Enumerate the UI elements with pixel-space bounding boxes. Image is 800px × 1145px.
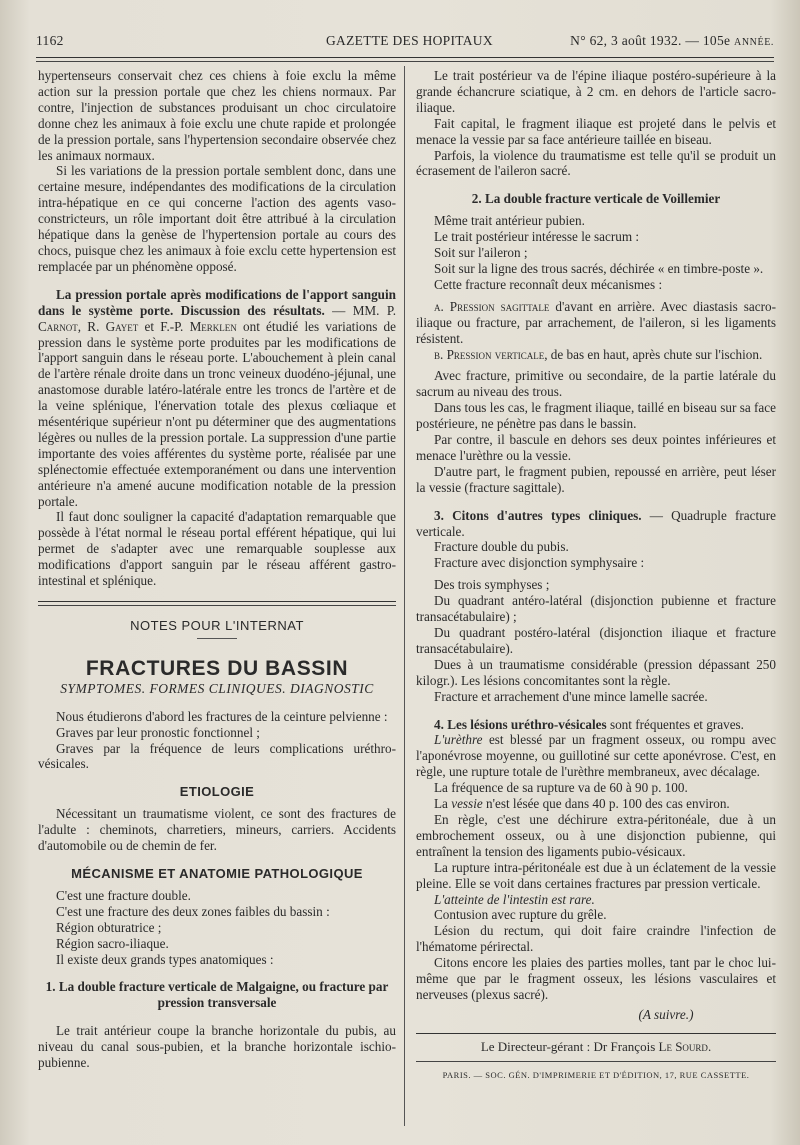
journal-title: GAZETTE DES HOPITAUX <box>326 33 493 48</box>
footer-rule-thin <box>416 1061 776 1062</box>
paragraph: Soit sur la ligne des trous sacrés, déchirée « en timbre-poste ». <box>434 260 764 276</box>
paragraph: Même trait antérieur pubien. <box>434 213 585 229</box>
paragraph: La vessie n'est lésée que dans 40 p. 100 des cas environ. <box>434 796 730 812</box>
paragraph: Cette fracture reconnaît deux mécanismes : <box>434 276 663 292</box>
heading-etiologie: ETIOLOGIE <box>179 784 255 800</box>
page-header <box>36 30 774 52</box>
author: Carnot <box>38 318 78 334</box>
paragraph: Du quadrant postéro-latéral (disjonction iliaque et fracture transacétabulaire). <box>416 625 776 656</box>
paragraph: La rupture intra-péritonéale est due à un éclatement de la vessie pleine. Elle se voit dans certaines fractures par pression verticale. <box>416 859 776 891</box>
issue-info: N° 62, 3 août 1932. — 105e ANNÉE. <box>570 33 774 48</box>
article-title: FRACTURES DU BASSIN <box>85 656 349 680</box>
header-rule-thin <box>36 61 774 62</box>
paragraph: a. Pression sagittale d'avant en arrière. Avec diastasis sacro-iliaque ou fracture, par arrachement, de l'aileron, si les ligaments résistent. <box>416 298 776 346</box>
paragraph: L'urèthre est blessé par un fragment osseux, ou rompu avec l'aponévrose moyenne, ou guillotiné sur cette aponévrose. C'est, en règle, une rupture totale de l'urèthre membraneux, avec décalage. <box>416 732 776 780</box>
paragraph: En règle, c'est une déchirure extra-péritonéale, due à un embrochement osseux, ou à une disjonction pubienne, qui entraînent la tension des ligaments pubio-vésicaux. <box>416 811 776 859</box>
paragraph: Fracture et arrachement d'une mince lamelle sacrée. <box>434 688 708 704</box>
paragraph: Fracture double du pubis. <box>434 539 569 555</box>
paragraph: Il faut donc souligner la capacité d'adaptation remarquable que possède à l'état normal le réseau portal efférent hépatique, qui lui permet de s'adapter avec une remarquable souplesse aux modifications d'apport sanguin par le réseau afférent gastro-intestinal et splénique. <box>38 509 396 589</box>
paragraph: Région obturatrice ; <box>56 919 162 935</box>
paragraph: Lésion du rectum, qui doit faire craindre l'infection de l'hématome périrectal. <box>416 923 776 955</box>
section-rule <box>38 601 396 606</box>
paragraph: Avec fracture, primitive ou secondaire, de la partie latérale du sacrum au niveau des trous. <box>416 368 776 400</box>
left-column <box>38 68 396 1071</box>
paragraph: Si les variations de la pression portale semblent donc, dans une certaine mesure, indépendantes des modifications de la circulation intra-hépatique en ce qui concerne l'action des agents vaso-constricteurs, un rôle important doit être attribué à la circulation hépatique dans la genèse de l'hypertension portale au cours des chocs, puisque chez les animaux à foie exclu cette hypertension est remplacée par un phénomène opposé. <box>38 163 396 274</box>
paragraph: Nous étudierons d'abord les fractures de la ceinture pelvienne : <box>56 708 388 724</box>
paragraph: 4. Les lésions uréthro-vésicales sont fréquentes et graves. <box>434 716 744 732</box>
paragraph: D'autre part, le fragment pubien, repoussé en arrière, peut léser la vessie (fracture sagittale). <box>416 463 776 495</box>
paragraph: Dans tous les cas, le fragment iliaque, taillé en biseau sur sa face postérieure, ne pénètre pas dans le bassin. <box>416 400 776 432</box>
article-subtitle: SYMPTOMES. FORMES CLINIQUES. DIAGNOSTIC <box>60 680 374 696</box>
subheading-voillemier: 2. La double fracture verticale de Voillemier <box>471 191 721 207</box>
paragraph: Le trait postérieur va de l'épine iliaque postéro-supérieure à la grande échancrure sciatique, à 2 cm. en dehors de l'article sacro-iliaque. <box>416 68 776 115</box>
paragraph: Fracture avec disjonction symphysaire : <box>434 555 645 571</box>
abstract-heading: La pression portale après modifications de l'apport sanguin dans le système porte. Discussion des résultats. <box>38 286 396 318</box>
paragraph: Par contre, il bascule en dehors ses deux pointes inférieures et menace l'urèthre ou la vessie. <box>416 432 776 463</box>
section-title: NOTES POUR L'INTERNAT <box>130 618 304 633</box>
director-line: Le Directeur-gérant : Dr François Le Sourd. <box>480 1038 712 1054</box>
footer-rule <box>416 1033 776 1034</box>
paragraph: C'est une fracture double. <box>56 887 191 903</box>
paragraph: Il existe deux grands types anatomiques : <box>56 951 274 967</box>
author: Gayet <box>105 318 139 334</box>
paragraph: Graves par leur pronostic fonctionnel ; <box>56 724 260 740</box>
author: Merklen <box>189 318 237 334</box>
paragraph: hypertenseurs conservait chez ces chiens à foie exclu la même action sur la pression portale que chez les chiens normaux. Par contre, l'injection de substances produisant un choc circulatoire donne chez les animaux à foie exclu une chute rapide et prolongée de la pression portale, sans l'hypertension secondaire observée chez les animaux normaux. <box>38 68 396 163</box>
subheading-malgaigne: 1. La double fracture verticale de Malgaigne, ou fracture par pression transversale <box>45 979 389 1011</box>
paragraph: L'atteinte de l'intestin est rare. <box>434 891 595 907</box>
paragraph: b. Pression verticale, de bas en haut, après chute sur l'ischion. <box>434 346 763 362</box>
paragraph: Graves par la fréquence de leurs complications uréthro-vésicales. <box>38 740 396 772</box>
paragraph: Soit sur l'aileron ; <box>434 245 528 261</box>
right-column <box>416 68 776 1084</box>
paragraph: Citons encore les plaies des parties molles, tant par le choc lui-même que par le fragment osseux, les lésions vasculaires et nerveuses (plexus sacré). <box>416 955 776 1002</box>
printer-line: PARIS. — SOC. GÉN. D'IMPRIMERIE ET D'ÉDITION, 17, RUE CASSETTE. <box>442 1069 750 1080</box>
page-number: 1162 <box>36 33 64 48</box>
paragraph: Région sacro-iliaque. <box>56 935 169 951</box>
paragraph: Dues à un traumatisme considérable (pression dépassant 250 kilogr.). Les lésions concomitantes sont la règle. <box>416 656 776 688</box>
heading-mecanisme: MÉCANISME ET ANATOMIE PATHOLOGIQUE <box>71 865 363 881</box>
subheading-autres-types: 3. Citons d'autres types cliniques. <box>434 507 642 523</box>
to-be-continued: (A suivre.) <box>638 1006 694 1022</box>
paragraph: C'est une fracture des deux zones faibles du bassin : <box>56 903 330 919</box>
paragraph-abstract: La pression portale après modifications de l'apport sanguin dans le système porte. Discussion des résultats. — MM. P. Carnot, R. Gayet et F.-P. Merklen ont étudié les variations de pression dans le système porte produites par les modifications de l'apport sanguin dans le réseau porte. L'abouchement à plein canal de l'artère rénale droite dans un tronc veineux duodéno-jéjunal, une anastomose durable latéro-latérale entre les troncs de l'artère et de la veine splénique, l'énervation totale des plexus cœliaque et mésentérique supérieur n'ont pu déterminer que des augmentations légères ou nulles de la pression portale. La suppression d'une partie importante des voies afférentes du système porte, réalisée par une splénectomie effectuée extemporanément ou dans une intervention antérieure n'a amené aucune modification notable de la pression portale. <box>38 286 396 509</box>
paragraph: Nécessitant un traumatisme violent, ce sont des fractures de l'adulte : cheminots, charretiers, mineurs, carriers. Accidents d'automobile ou de chemin de fer. <box>38 806 396 854</box>
header-rule <box>36 57 774 58</box>
paragraph: Le trait postérieur intéresse le sacrum : <box>434 229 640 245</box>
divider <box>197 638 237 639</box>
paragraph: Contusion avec rupture du grêle. <box>434 907 607 923</box>
paragraph: Des trois symphyses ; <box>434 577 550 593</box>
subheading-lesions: 4. Les lésions uréthro-vésicales <box>434 716 607 732</box>
paragraph: Parfois, la violence du traumatisme est telle qu'il se produit un écrasement de l'aileron sacré. <box>416 147 776 179</box>
paragraph: Le trait antérieur coupe la branche horizontale du pubis, au niveau du canal sous-pubien, et la branche horizontale ischio-pubienne. <box>38 1023 396 1071</box>
paragraph: 3. Citons d'autres types cliniques. — Quadruple fracture verticale. <box>416 507 776 539</box>
paragraph: La fréquence de sa rupture va de 60 à 90 p. 100. <box>434 780 688 796</box>
column-divider <box>404 66 405 1126</box>
paragraph: Du quadrant antéro-latéral (disjonction pubienne et fracture transacétabulaire) ; <box>416 593 776 625</box>
paragraph: Fait capital, le fragment iliaque est projeté dans le pelvis et menace la vessie par sa face antérieure taillée en biseau. <box>416 115 776 147</box>
